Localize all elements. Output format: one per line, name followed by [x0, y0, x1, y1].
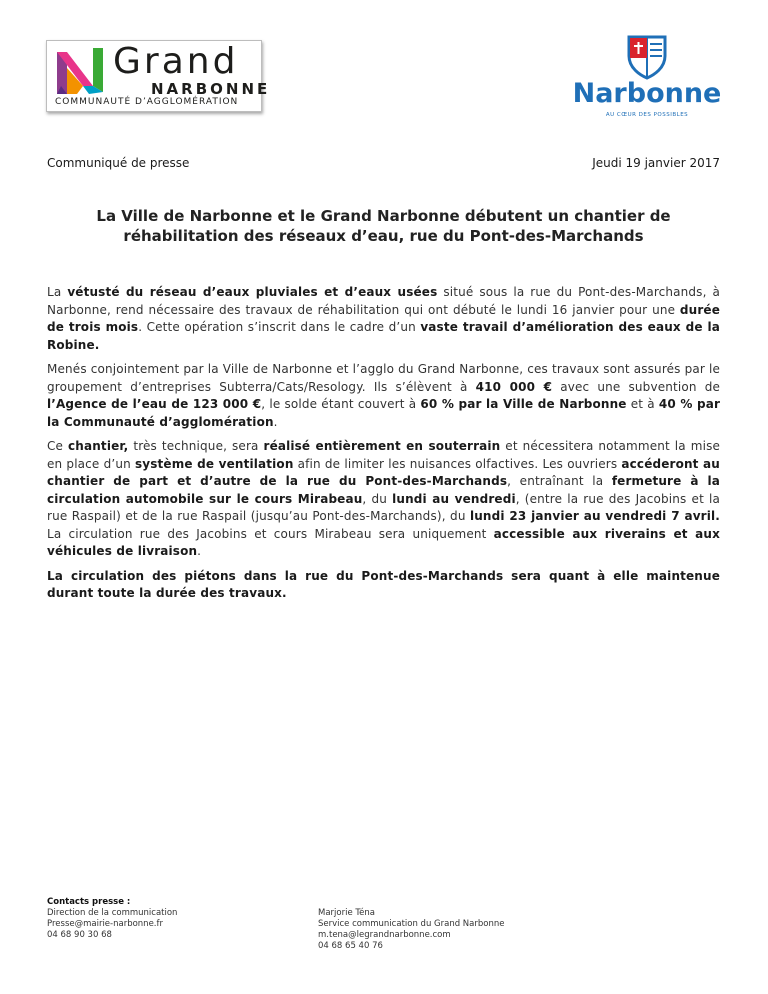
emphasis-text: système de ventilation	[134, 456, 294, 471]
body-text: très technique, sera	[128, 439, 264, 453]
body-text: , (entre la rue des Jacobins et la rue Raspail) et de la rue Raspail (jusqu’au Pont-des-Marchands), du	[47, 491, 721, 523]
contacts-heading: Contacts presse :	[47, 897, 131, 907]
emphasis-text: lundi au vendredi	[392, 491, 516, 506]
contact-left-line: Presse@mairie-narbonne.fr	[47, 919, 163, 929]
emphasis-text: l’Agence de l’eau de 123 000 €	[47, 397, 262, 411]
contact-right-line: Marjorie Téna	[318, 908, 375, 918]
contact-right-line: 04 68 65 40 76	[318, 941, 383, 951]
doc-type-label: Communiqué de presse	[47, 156, 190, 170]
emphasis-text: 410 000 €	[475, 379, 553, 394]
grand-narbonne-logo	[46, 40, 271, 112]
body-text: situé sous la rue du Pont-des-Marchands, à Narbonne, rend nécessaire des travaux de réhabilitation qui ont débuté le lundi 16 janvier pour une	[47, 285, 720, 317]
doc-date: Jeudi 19 janvier 2017	[592, 156, 720, 170]
body-text: , entraînant la	[507, 474, 612, 488]
body-text: La	[47, 285, 68, 299]
emphasis-text: réalisé entièrement en souterrain	[263, 439, 501, 453]
emphasis-text: 40 % par la Communauté d’agglomération	[47, 397, 721, 429]
grand-narbonne-n-mark-icon	[53, 46, 109, 96]
body-text: La circulation rue des Jacobins et cours Mirabeau sera uniquement	[47, 526, 494, 541]
ville-narbonne-logo	[572, 34, 722, 124]
contact-left-line: 04 68 90 30 68	[47, 930, 112, 940]
contact-right-line: Service communication du Grand Narbonne	[318, 919, 505, 929]
title-line-2: réhabilitation des réseaux d’eau, rue du Pont-des-Marchands	[123, 227, 644, 245]
emphasis-text: vétusté du réseau d’eaux pluviales et d’eaux usées	[67, 285, 438, 299]
emphasis-text: 60 % par la Ville de Narbonne	[420, 397, 627, 411]
logo-word-narbonne-city: Narbonne	[572, 78, 722, 109]
body-text: , le solde étant couvert à	[261, 397, 421, 411]
emphasis-text: chantier,	[68, 439, 129, 453]
body-text: et nécessitera notamment la mise en place d’un	[47, 439, 721, 471]
logo-word-narbonne: NARBONNE	[151, 80, 271, 98]
body-paragraph	[47, 438, 720, 561]
contacts-block	[47, 897, 177, 941]
body-paragraph	[47, 361, 720, 431]
page-title	[47, 206, 720, 246]
contact-right-block	[318, 908, 504, 952]
emphasis-text: La circulation des piétons dans la rue du Pont-des-Marchands sera quant à elle maintenue durant toute la durée des travaux.	[47, 568, 720, 600]
body-text: avec une subvention de	[552, 379, 721, 394]
logo-slogan: AU CŒUR DES POSSIBLES	[605, 112, 689, 118]
body-text: .	[273, 414, 278, 429]
emphasis-text: vaste travail d’amélioration des eaux de la Robine.	[47, 320, 720, 352]
emphasis-text: durée de trois mois	[47, 302, 720, 334]
body-text: , du	[362, 491, 393, 506]
body-paragraph	[47, 284, 720, 354]
contact-left-line: Direction de la communication	[47, 908, 178, 918]
emphasis-text: accessible aux riverains et aux véhicules de livraison	[47, 526, 720, 558]
logo-tagline: COMMUNAUTÉ D’AGGLOMÉRATION	[55, 97, 239, 107]
body-text: Menés conjointement par la Ville de Narbonne et l’agglo du Grand Narbonne, ces travaux sont assurés par le groupement d’entreprises Subterra/Cats/Resology. Ils s’élèvent à	[47, 362, 720, 394]
title-line-1: La Ville de Narbonne et le Grand Narbonne débutent un chantier de	[96, 207, 671, 225]
body-text: . Cette opération s’inscrit dans le cadre d’un	[138, 320, 421, 334]
body-paragraph	[47, 568, 720, 603]
logo-word-grand: Grand	[113, 41, 239, 82]
narbonne-shield-icon	[624, 34, 670, 80]
contact-right-line: m.tena@legrandnarbonne.com	[318, 930, 451, 940]
emphasis-text: lundi 23 janvier au vendredi 7 avril.	[469, 509, 720, 523]
press-release-body	[47, 284, 720, 610]
body-text: Ce	[47, 439, 69, 453]
body-text: .	[197, 544, 202, 558]
emphasis-text: fermeture à la circulation automobile sur le cours Mirabeau	[47, 474, 720, 506]
emphasis-text: accéderont au chantier de part et d’autre de la rue du Pont-des-Marchands	[47, 456, 720, 488]
body-text: afin de limiter les nuisances olfactives. Les ouvriers	[293, 456, 622, 471]
body-text: et à	[626, 397, 659, 411]
